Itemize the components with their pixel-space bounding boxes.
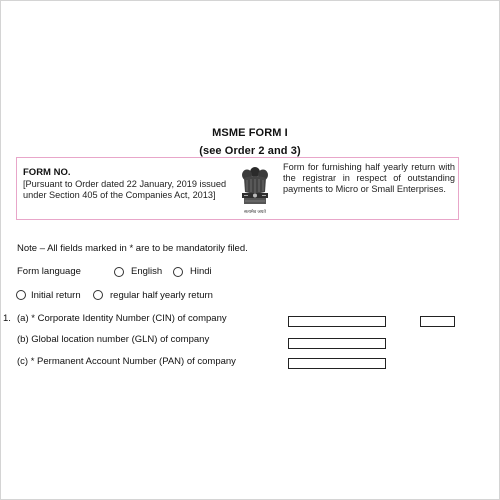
form-number-label: FORM NO. [23, 167, 71, 178]
gln-input[interactable] [288, 338, 386, 349]
initial-return-label: Initial return [31, 290, 81, 301]
form-subtitle: (see Order 2 and 3) [199, 145, 301, 157]
form-language-label: Form language [17, 266, 81, 277]
gln-label: (b) Global location number (GLN) of company [17, 334, 210, 345]
cin-prefill-button[interactable] [420, 316, 455, 327]
initial-return-radio[interactable] [16, 290, 26, 300]
national-emblem-icon [235, 164, 275, 216]
language-english-radio[interactable] [114, 267, 124, 277]
mandatory-note: Note – All fields marked in * are to be mandatorily filed. [17, 243, 248, 254]
form-title: MSME FORM I [212, 127, 288, 139]
form-description: Form for furnishing half yearly return with the registrar in respect of outstanding payments to Micro or Small Enterprises. [283, 162, 455, 194]
pursuant-text: [Pursuant to Order dated 22 January, 2019 issued under Section 405 of the Companies Act, 2013] [23, 179, 227, 200]
pan-label: (c) * Permanent Account Number (PAN) of company [17, 356, 236, 367]
cin-input[interactable] [288, 316, 386, 327]
language-hindi-radio[interactable] [173, 267, 183, 277]
regular-return-label: regular half yearly return [110, 290, 213, 301]
form-header-box [16, 157, 459, 220]
emblem-caption: सत्यमेव जयते [244, 209, 266, 214]
cin-label: (a) * Corporate Identity Number (CIN) of company [17, 313, 227, 324]
language-hindi-label: Hindi [190, 266, 212, 277]
language-english-label: English [131, 266, 163, 277]
section-number: 1. [3, 313, 11, 324]
regular-return-radio[interactable] [93, 290, 103, 300]
pan-input[interactable] [288, 358, 386, 369]
